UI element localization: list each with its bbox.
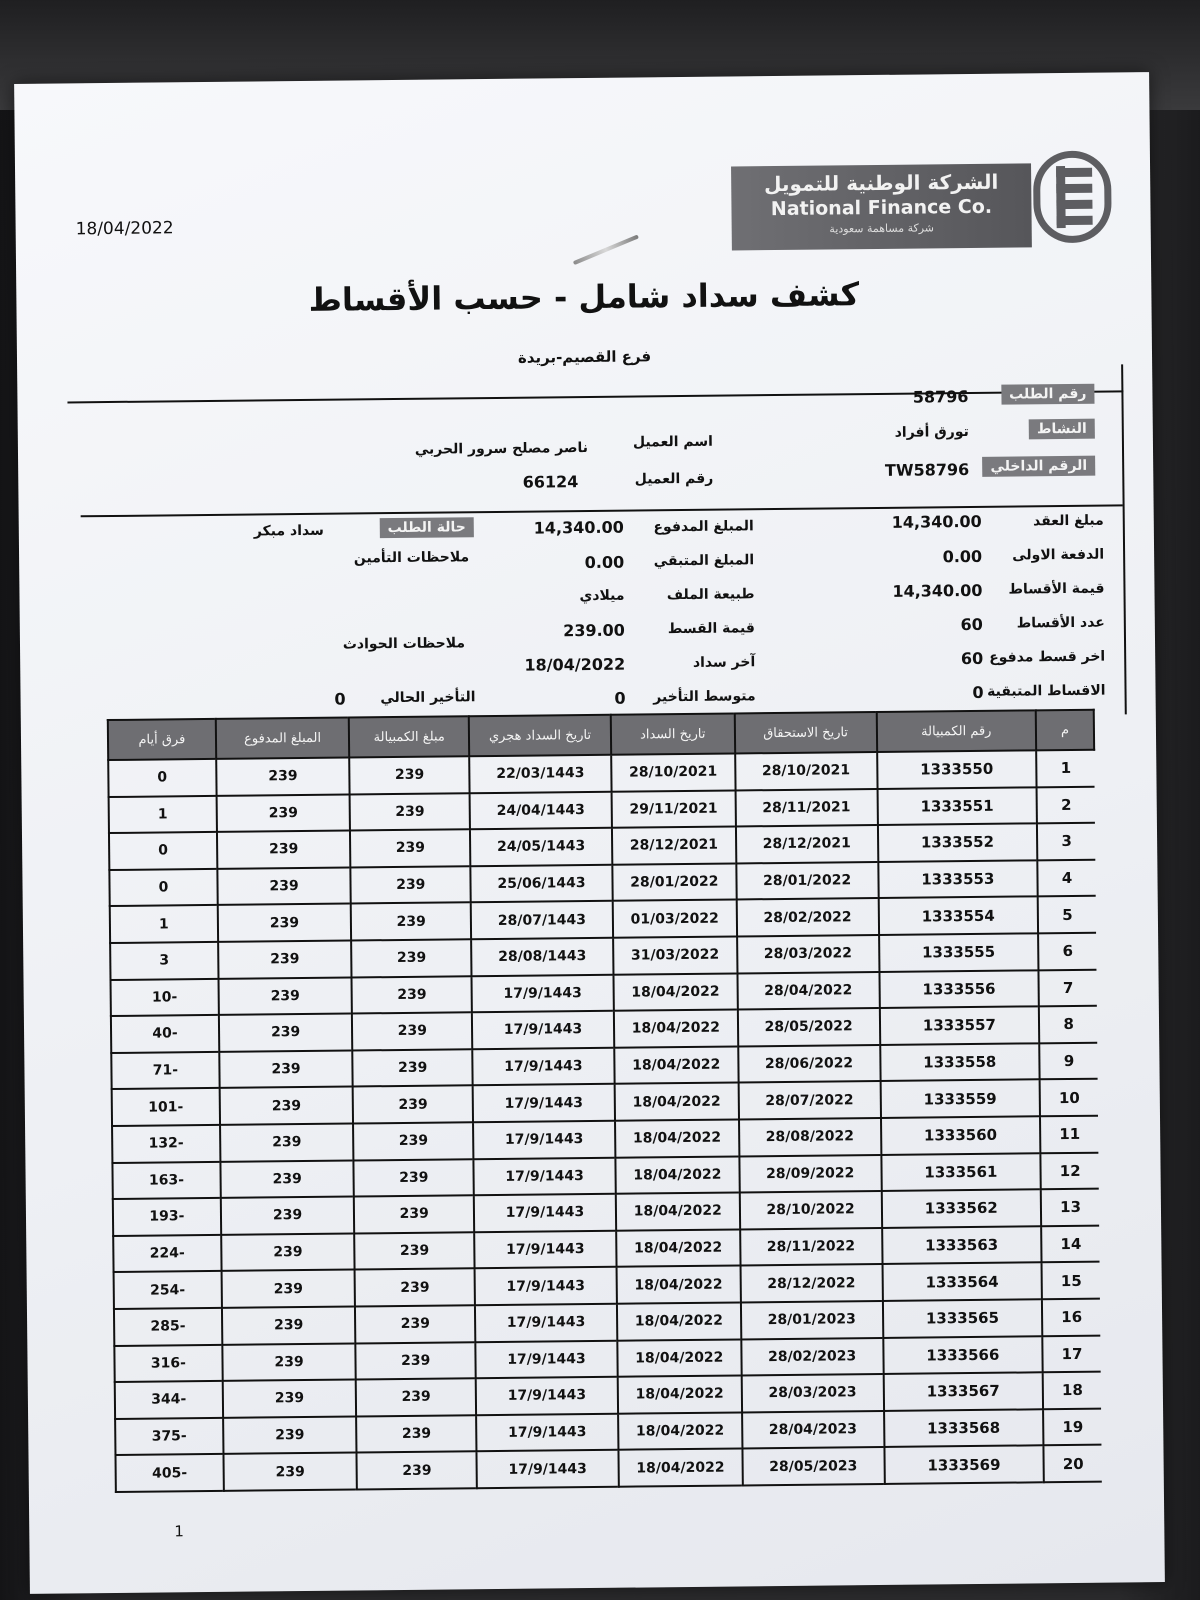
cell-bill-no: 1333558 [880,1043,1040,1081]
cell-bill-no: 1333567 [883,1372,1043,1410]
client-no-value: 66124 [522,472,579,492]
remaining-installments-value: 0 [972,682,984,702]
activity-value: تورق أفراد [894,424,969,441]
installments-value-label: قيمة الأقساط [1008,580,1105,598]
cell-payment-date: 29/11/2021 [611,790,735,828]
installment-value-label: قيمة القسط [667,620,755,638]
avg-delay-value: 0 [614,688,626,708]
cell-index: 2 [1037,786,1095,823]
cell-days-diff: -10 [111,978,219,1016]
cell-bill-no: 1333566 [883,1336,1043,1374]
cell-due-date: 28/06/2022 [738,1045,880,1083]
cell-hijri-date: 17/9/1443 [475,1304,617,1342]
cell-paid-amount: 239 [223,1453,357,1491]
contract-amount-value: 14,340.00 [891,511,982,532]
cell-index: 13 [1041,1189,1099,1226]
internal-no-label: الرقم الداخلي [982,456,1095,477]
cell-bill-amount: 239 [356,1342,476,1380]
col-header-bill-amount: مبلغ الكمبيالة [349,716,469,757]
col-header-bill-no: رقم الكمبيالة [876,710,1036,752]
right-rule [1121,364,1127,714]
staple [573,234,639,265]
cell-hijri-date: 24/04/1443 [470,791,612,829]
cell-due-date: 28/12/2022 [740,1264,882,1302]
installments-count-label: عدد الأقساط [1016,614,1105,632]
cell-hijri-date: 17/9/1443 [475,1267,617,1305]
cell-index: 15 [1042,1262,1100,1299]
col-header-index: م [1036,710,1094,751]
cell-bill-amount: 239 [354,1159,474,1197]
statement-paper [14,72,1165,1594]
cell-paid-amount: 239 [222,1343,356,1381]
cell-days-diff: -316 [114,1344,222,1382]
cell-bill-no: 1333551 [877,787,1037,825]
cell-payment-date: 18/04/2022 [617,1302,741,1340]
cell-days-diff: -193 [113,1198,221,1236]
cell-bill-amount: 239 [352,976,472,1014]
cell-hijri-date: 17/9/1443 [476,1413,618,1451]
cell-paid-amount: 239 [216,794,350,832]
cell-paid-amount: 239 [222,1306,356,1344]
cell-bill-no: 1333554 [878,897,1038,935]
cell-hijri-date: 17/9/1443 [476,1377,618,1415]
cell-index: 16 [1042,1299,1100,1336]
cell-bill-no: 1333557 [879,1006,1039,1044]
cell-due-date: 28/11/2022 [740,1228,882,1266]
cell-bill-no: 1333563 [882,1226,1042,1264]
cell-due-date: 28/05/2023 [742,1447,884,1485]
cell-payment-date: 18/04/2022 [614,1010,738,1048]
client-no-label: رقم العميل [634,470,714,488]
cell-due-date: 28/03/2023 [741,1374,883,1412]
cell-hijri-date: 28/07/1443 [471,901,613,939]
cell-hijri-date: 17/9/1443 [474,1230,616,1268]
cell-due-date: 28/01/2023 [741,1301,883,1339]
logo-subtitle: شركة مساهمة سعودية [829,221,935,236]
file-type-value: ميلادي [579,587,625,605]
cell-due-date: 28/03/2022 [737,935,879,973]
cell-bill-no: 1333564 [882,1263,1042,1301]
cell-due-date: 28/02/2022 [736,898,878,936]
last-payment-value: 18/04/2022 [524,654,626,675]
cell-payment-date: 18/04/2022 [613,973,737,1011]
cell-index: 7 [1039,969,1097,1006]
logo-mark-bar [1056,184,1092,193]
cell-payment-date: 18/04/2022 [615,1156,739,1194]
cell-due-date: 28/10/2022 [740,1191,882,1229]
cell-hijri-date: 17/9/1443 [473,1157,615,1195]
cell-hijri-date: 22/03/1443 [469,755,611,793]
cell-index: 17 [1042,1335,1100,1372]
cell-bill-amount: 239 [357,1451,477,1489]
cell-bill-amount: 239 [355,1269,475,1307]
print-date: 18/04/2022 [75,218,174,240]
remaining-installments-label: الاقساط المتبقية [986,682,1106,700]
cell-index: 6 [1038,933,1096,970]
insurance-notes-label: ملاحظات التأمين [353,549,470,567]
cell-due-date: 28/02/2023 [741,1337,883,1375]
cell-index: 19 [1043,1408,1101,1445]
cell-due-date: 28/05/2022 [738,1008,880,1046]
file-type-label: طبيعة الملف [666,586,755,604]
cell-days-diff: 0 [109,869,217,907]
cell-days-diff: -254 [114,1271,222,1309]
cell-bill-no: 1333559 [880,1080,1040,1118]
col-header-paid-amount: المبلغ المدفوع [216,718,350,759]
cell-hijri-date: 25/06/1443 [470,865,612,903]
cell-paid-amount: 239 [219,1050,353,1088]
cell-hijri-date: 17/9/1443 [474,1194,616,1232]
cell-paid-amount: 239 [217,831,351,869]
company-logo-banner [731,163,1032,250]
col-header-due-date: تاريخ الاستحقاق [734,712,876,753]
cell-bill-amount: 239 [356,1378,476,1416]
cell-payment-date: 01/03/2022 [613,900,737,938]
remaining-amount-value: 0.00 [584,552,625,573]
cell-bill-no: 1333562 [881,1189,1041,1227]
client-name-label: اسم العميل [632,433,713,451]
cell-days-diff: 1 [110,905,218,943]
cell-payment-date: 28/10/2021 [611,753,735,791]
cell-bill-amount: 239 [352,1012,472,1050]
cell-hijri-date: 17/9/1443 [473,1121,615,1159]
cell-payment-date: 31/03/2022 [613,936,737,974]
last-paid-value: 60 [960,648,984,669]
cell-paid-amount: 239 [221,1197,355,1235]
avg-delay-label: متوسط التأخير [653,688,756,706]
accident-notes-label: ملاحظات الحوادث [342,635,466,653]
cell-index: 9 [1039,1042,1097,1079]
cell-hijri-date: 17/9/1443 [472,1048,614,1086]
cell-bill-amount: 239 [353,1086,473,1124]
cell-index: 14 [1041,1225,1099,1262]
cell-due-date: 28/07/2022 [738,1081,880,1119]
document-title: كشف سداد شامل - حسب الأقساط [308,275,860,319]
cell-bill-no: 1333556 [879,970,1039,1008]
paid-amount-label: المبلغ المدفوع [653,518,754,536]
request-status-label: حالة الطلب [379,517,473,538]
cell-index: 20 [1044,1445,1102,1482]
cell-bill-no: 1333555 [879,933,1039,971]
cell-due-date: 28/04/2022 [737,972,879,1010]
cell-paid-amount: 239 [220,1123,354,1161]
branch-name: فرع القصيم-بريدة [517,347,652,367]
cell-due-date: 28/04/2023 [742,1411,884,1449]
cell-bill-amount: 239 [350,793,470,831]
cell-hijri-date: 17/9/1443 [477,1450,619,1488]
cell-bill-no: 1333565 [882,1299,1042,1337]
cell-due-date: 28/01/2022 [736,862,878,900]
cell-bill-amount: 239 [355,1232,475,1270]
cell-hijri-date: 17/9/1443 [475,1340,617,1378]
col-header-payment-date: تاريخ السداد [611,713,735,754]
cell-payment-date: 28/12/2021 [612,827,736,865]
logo-english-name: National Finance Co. [770,195,993,221]
logo-mark-bar [1056,200,1092,209]
cell-paid-amount: 239 [219,1087,353,1125]
installments-table [107,709,1103,1493]
cell-index: 8 [1039,1006,1097,1043]
cell-days-diff: -375 [115,1418,223,1456]
cell-payment-date: 28/01/2022 [612,863,736,901]
cell-payment-date: 18/04/2022 [617,1339,741,1377]
request-no-label: رقم الطلب [1001,384,1095,405]
cell-bill-amount: 239 [350,756,470,794]
cell-days-diff: -40 [111,1015,219,1053]
cell-due-date: 28/11/2021 [735,789,877,827]
installments-value-value: 14,340.00 [892,580,983,601]
request-status-value: سداد مبكر [253,522,324,540]
cell-index: 18 [1043,1372,1101,1409]
cell-index: 4 [1037,859,1095,896]
logo-arabic-name: الشركة الوطنية للتمويل [763,169,999,197]
cell-bill-no: 1333560 [881,1116,1041,1154]
cell-days-diff: -71 [111,1052,219,1090]
activity-label: النشاط [1029,419,1095,440]
cell-bill-amount: 239 [351,903,471,941]
paid-amount-value: 14,340.00 [533,517,624,538]
cell-due-date: 28/10/2021 [735,752,877,790]
cell-bill-no: 1333550 [877,750,1037,788]
cell-bill-amount: 239 [351,866,471,904]
cell-days-diff: -224 [113,1235,221,1273]
cell-days-diff: -132 [112,1125,220,1163]
cell-paid-amount: 239 [222,1380,356,1418]
remaining-amount-label: المبلغ المتبقي [653,552,755,570]
cell-index: 12 [1041,1152,1099,1189]
cell-bill-no: 1333553 [878,860,1038,898]
cell-days-diff: 0 [109,832,217,870]
cell-paid-amount: 239 [221,1270,355,1308]
cell-hijri-date: 17/9/1443 [472,974,614,1012]
cell-days-diff: -344 [115,1381,223,1419]
page-number: 1 [174,1522,184,1541]
cell-index: 3 [1037,823,1095,860]
cell-paid-amount: 239 [218,977,352,1015]
cell-index: 5 [1038,896,1096,933]
installments-table-body [108,750,1102,1492]
cell-hijri-date: 28/08/1443 [471,938,613,976]
cell-hijri-date: 17/9/1443 [472,1011,614,1049]
cell-index: 11 [1040,1116,1098,1153]
cell-paid-amount: 239 [218,904,352,942]
cell-days-diff: -285 [114,1308,222,1346]
cell-bill-amount: 239 [354,1195,474,1233]
cell-index: 10 [1040,1079,1098,1116]
cell-bill-amount: 239 [353,1049,473,1087]
cell-payment-date: 18/04/2022 [614,1046,738,1084]
cell-paid-amount: 239 [220,1160,354,1198]
cell-payment-date: 18/04/2022 [616,1229,740,1267]
cell-paid-amount: 239 [223,1416,357,1454]
cell-days-diff: -405 [115,1454,223,1492]
current-delay-label: التأخير الحالي [380,689,476,707]
cell-days-diff: 1 [109,795,217,833]
cell-payment-date: 18/04/2022 [615,1119,739,1157]
cell-paid-amount: 239 [221,1233,355,1271]
cell-payment-date: 18/04/2022 [618,1449,742,1487]
contract-amount-label: مبلغ العقد [1033,512,1104,530]
down-payment-label: الدفعة الاولى [1012,546,1105,564]
installment-value-value: 239.00 [563,620,625,641]
cell-paid-amount: 239 [219,1014,353,1052]
logo-mark-bar [1057,216,1093,225]
cell-due-date: 28/08/2022 [739,1118,881,1156]
cell-due-date: 28/09/2022 [739,1154,881,1192]
col-header-days-diff: فرق أيام [108,719,216,760]
current-delay-value: 0 [334,689,346,709]
cell-bill-no: 1333569 [884,1446,1044,1484]
last-paid-label: اخر قسط مدفوع [989,648,1106,666]
cell-bill-amount: 239 [356,1415,476,1453]
cell-bill-amount: 239 [355,1305,475,1343]
cell-bill-no: 1333561 [881,1153,1041,1191]
cell-bill-no: 1333568 [884,1409,1044,1447]
internal-no-value: TW58796 [884,460,970,480]
cell-hijri-date: 24/05/1443 [470,828,612,866]
company-logo-mark [1033,151,1112,244]
logo-mark-bar [1056,168,1092,177]
cell-payment-date: 18/04/2022 [618,1412,742,1450]
cell-bill-amount: 239 [353,1122,473,1160]
down-payment-value: 0.00 [942,546,983,567]
client-name-value: ناصر مصلح سرور الحربي [414,439,589,458]
cell-index: 1 [1036,750,1094,787]
cell-payment-date: 18/04/2022 [616,1266,740,1304]
cell-days-diff: 0 [108,759,216,797]
cell-paid-amount: 239 [218,940,352,978]
cell-bill-no: 1333552 [877,824,1037,862]
cell-days-diff: -101 [112,1088,220,1126]
cell-payment-date: 18/04/2022 [616,1193,740,1231]
cell-payment-date: 18/04/2022 [618,1376,742,1414]
installments-count-value: 60 [960,614,983,635]
cell-hijri-date: 17/9/1443 [473,1084,615,1122]
cell-payment-date: 18/04/2022 [615,1083,739,1121]
cell-bill-amount: 239 [350,829,470,867]
request-no-value: 58796 [912,387,969,407]
cell-days-diff: 3 [110,942,218,980]
cell-bill-amount: 239 [352,939,472,977]
last-payment-label: آخر سداد [692,654,756,671]
cell-paid-amount: 239 [216,758,350,796]
cell-due-date: 28/12/2021 [736,825,878,863]
col-header-hijri-date: تاريخ السداد هجري [469,715,611,756]
cell-paid-amount: 239 [217,867,351,905]
cell-days-diff: -163 [112,1161,220,1199]
